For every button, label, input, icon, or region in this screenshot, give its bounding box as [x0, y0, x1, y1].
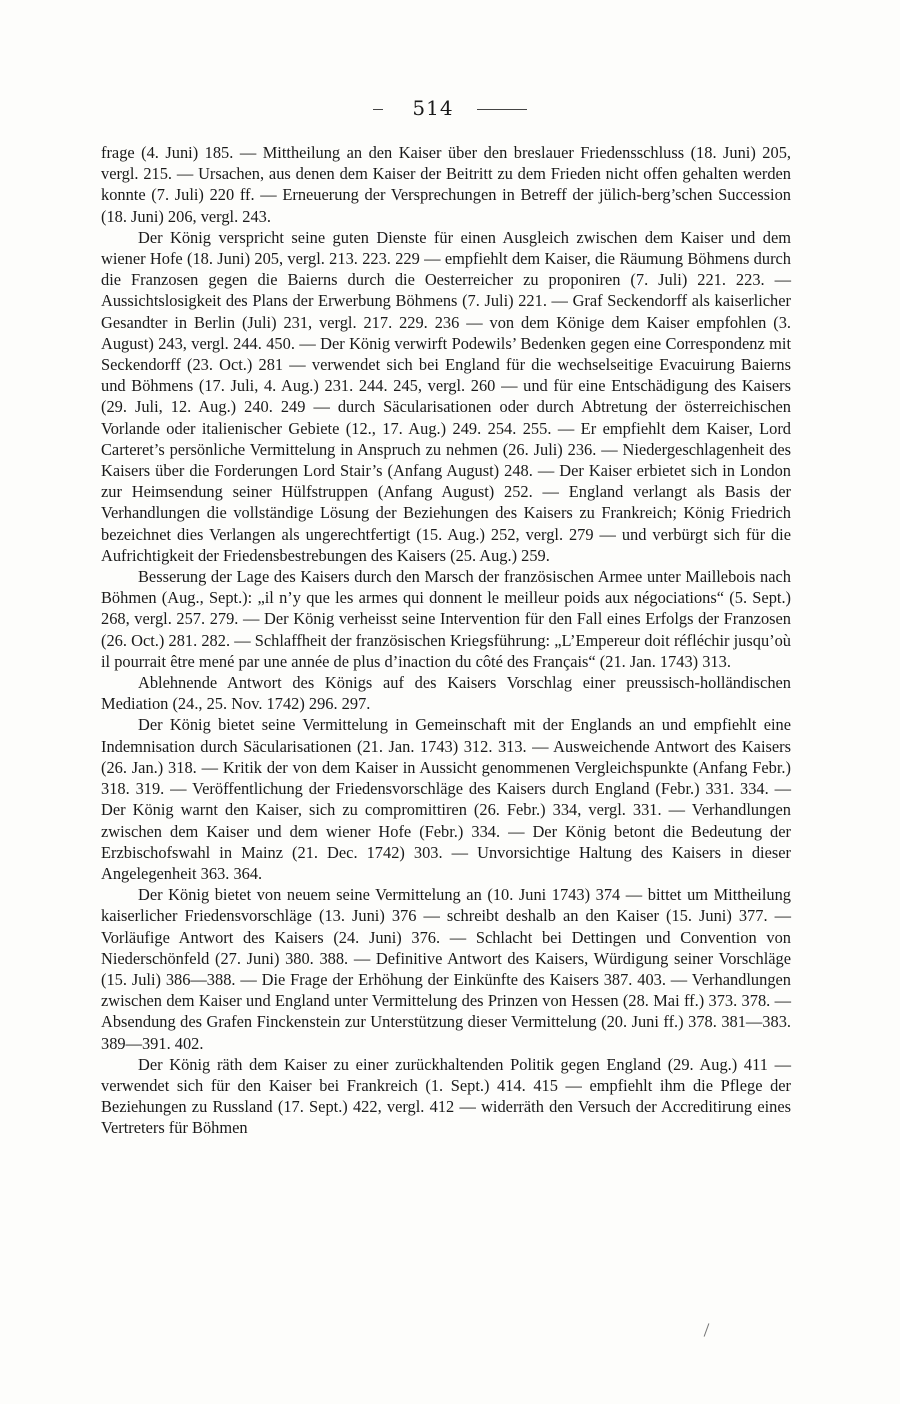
paragraph: Der König bietet seine Vermittelung in Gemeinschaft mit der Englands an und empfiehlt eine Indemnisation durch Säcularisationen (21. Jan. 1743) 312. 313. — Ausweichende Antwort des Kaisers (26. Jan.) 318. — Kritik der von dem Kaiser in Aussicht genommenen Vergleichspunkte (Anfang Febr.) 318. 319. — Veröffentlichung der Friedensvorschläge des Kaisers durch England (Febr.) 331. 334. — Der König warnt den Kaiser, sich zu compromittiren (26. Febr.) 334, vergl. 331. — Verhandlungen zwischen dem Kaiser und dem wiener Hofe (Febr.) 334. — Der König betont die Bedeutung der Erzbischofswahl in Mainz (21. Dec. 1742) 303. — Unvorsichtige Haltung des Kaisers in dieser Angelegenheit 363. 364.	[101, 715, 791, 883]
page-header	[0, 96, 900, 120]
header-dash-left	[373, 109, 383, 110]
paragraph: Besserung der Lage des Kaisers durch den Marsch der französischen Armee unter Maillebois nach Böhmen (Aug., Sept.): „il n’y que les armes qui donnent le meilleur poids aux négociations“ (5. Sept.) 268, vergl. 257. 279. — Der König verheisst seine Intervention für den Fall eines Erfolgs der Franzosen (26. Oct.) 281. 282. — Schlaffheit der französischen Kriegsführung: „L’Empereur doit réfléchir jusqu’où il pourrait être mené par une année de plus d’inaction du côté des Français“ (21. Jan. 1743) 313.	[101, 567, 791, 671]
index-text-body	[101, 142, 791, 1139]
header-dash-right	[477, 109, 527, 110]
paragraph: Ablehnende Antwort des Königs auf des Kaisers Vorschlag einer preussisch-holländischen Mediation (24., 25. Nov. 1742) 296. 297.	[101, 673, 791, 714]
stray-pen-mark	[704, 1323, 710, 1336]
page-number: 514	[412, 96, 454, 120]
paragraph: Der König räth dem Kaiser zu einer zurückhaltenden Politik gegen England (29. Aug.) 411 — verwendet sich für den Kaiser bei Frankreich (1. Sept.) 414. 415 — empfiehlt ihm die Pflege der Beziehungen zu Russland (17. Sept.) 422, vergl. 412 — widerräth den Versuch der Accreditirung eines Vertreters für Böhmen	[101, 1054, 791, 1138]
paragraph-continued: frage (4. Juni) 185. — Mittheilung an den Kaiser über den breslauer Friedensschluss (18. Juni) 205, vergl. 215. — Ursachen, aus denen dem Kaiser der Beitritt zu dem Frieden nicht offen gehalten werden konnte (7. Juli) 220 ff. — Erneuerung der Versprechungen in Betreff der jülich-berg’schen Succession (18. Juni) 206, vergl. 243.	[101, 143, 791, 226]
paragraph: Der König verspricht seine guten Dienste für einen Ausgleich zwischen dem Kaiser und dem wiener Hofe (18. Juni) 205, vergl. 213. 223. 229 — empfiehlt dem Kaiser, die Räumung Böhmens durch die Franzosen gegen die Baierns durch die Oesterreicher zu proponiren (7. Juli) 221. 223. — Aussichtslosigkeit des Plans der Erwerbung Böhmens (7. Juli) 221. — Graf Seckendorff als kaiserlicher Gesandter in Berlin (Juli) 231, vergl. 217. 229. 236 — von dem Könige dem Kaiser empfohlen (3. August) 243, vergl. 244. 450. — Der König verwirft Podewils’ Bedenken gegen eine Correspondenz mit Seckendorff (23. Oct.) 281 — verwendet sich bei England für die wechselseitige Evacuirung Baierns und Böhmens (17. Juli, 4. Aug.) 231. 244. 245, vergl. 260 — und für eine Entschädigung des Kaisers (29. Juli, 12. Aug.) 240. 249 — durch Säcularisationen oder durch Abtretung der österreichischen Vorlande oder italienischer Gebiete (12., 17. Aug.) 249. 254. 255. — Er empfiehlt dem Kaiser, Lord Carteret’s persönliche Vermittelung in Anspruch zu nehmen (26. Juli) 236. — Niedergeschlagenheit des Kaisers über die Forderungen Lord Stair’s (Anfang August) 248. — Der Kaiser erbietet sich in London zur Heimsendung seiner Hülfstruppen (Anfang August) 252. — England verlangt als Basis der Verhandlungen die vollständige Lösung der Beziehungen des Kaisers zu Frankreich; König Friedrich bezeichnet dies Verlangen als ungerechtfertigt (15. Aug.) 252, vergl. 279 — und verbürgt sich für die Aufrichtigkeit der Friedensbestrebungen des Kaisers (25. Aug.) 259.	[101, 227, 791, 565]
paragraph: Der König bietet von neuem seine Vermittelung an (10. Juni 1743) 374 — bittet um Mittheilung kaiserlicher Friedensvorschläge (13. Juni) 376 — schreibt deshalb an den Kaiser (15. Juni) 377. — Vorläufige Antwort des Kaisers (24. Juni) 376. — Schlacht bei Dettingen und Convention von Niederschönfeld (27. Juni) 380. 388. — Definitive Antwort des Kaisers, Würdigung seiner Vorschläge (15. Juli) 386—388. — Die Frage der Erhöhung der Einkünfte des Kaisers 387. 403. — Verhandlungen zwischen dem Kaiser und England unter Vermittelung des Prinzen von Hessen (28. Mai ff.) 373. 378. — Absendung des Grafen Finckenstein zur Unterstützung dieser Vermittelung (20. Juni ff.) 378. 381—383. 389—391. 402.	[101, 885, 791, 1053]
